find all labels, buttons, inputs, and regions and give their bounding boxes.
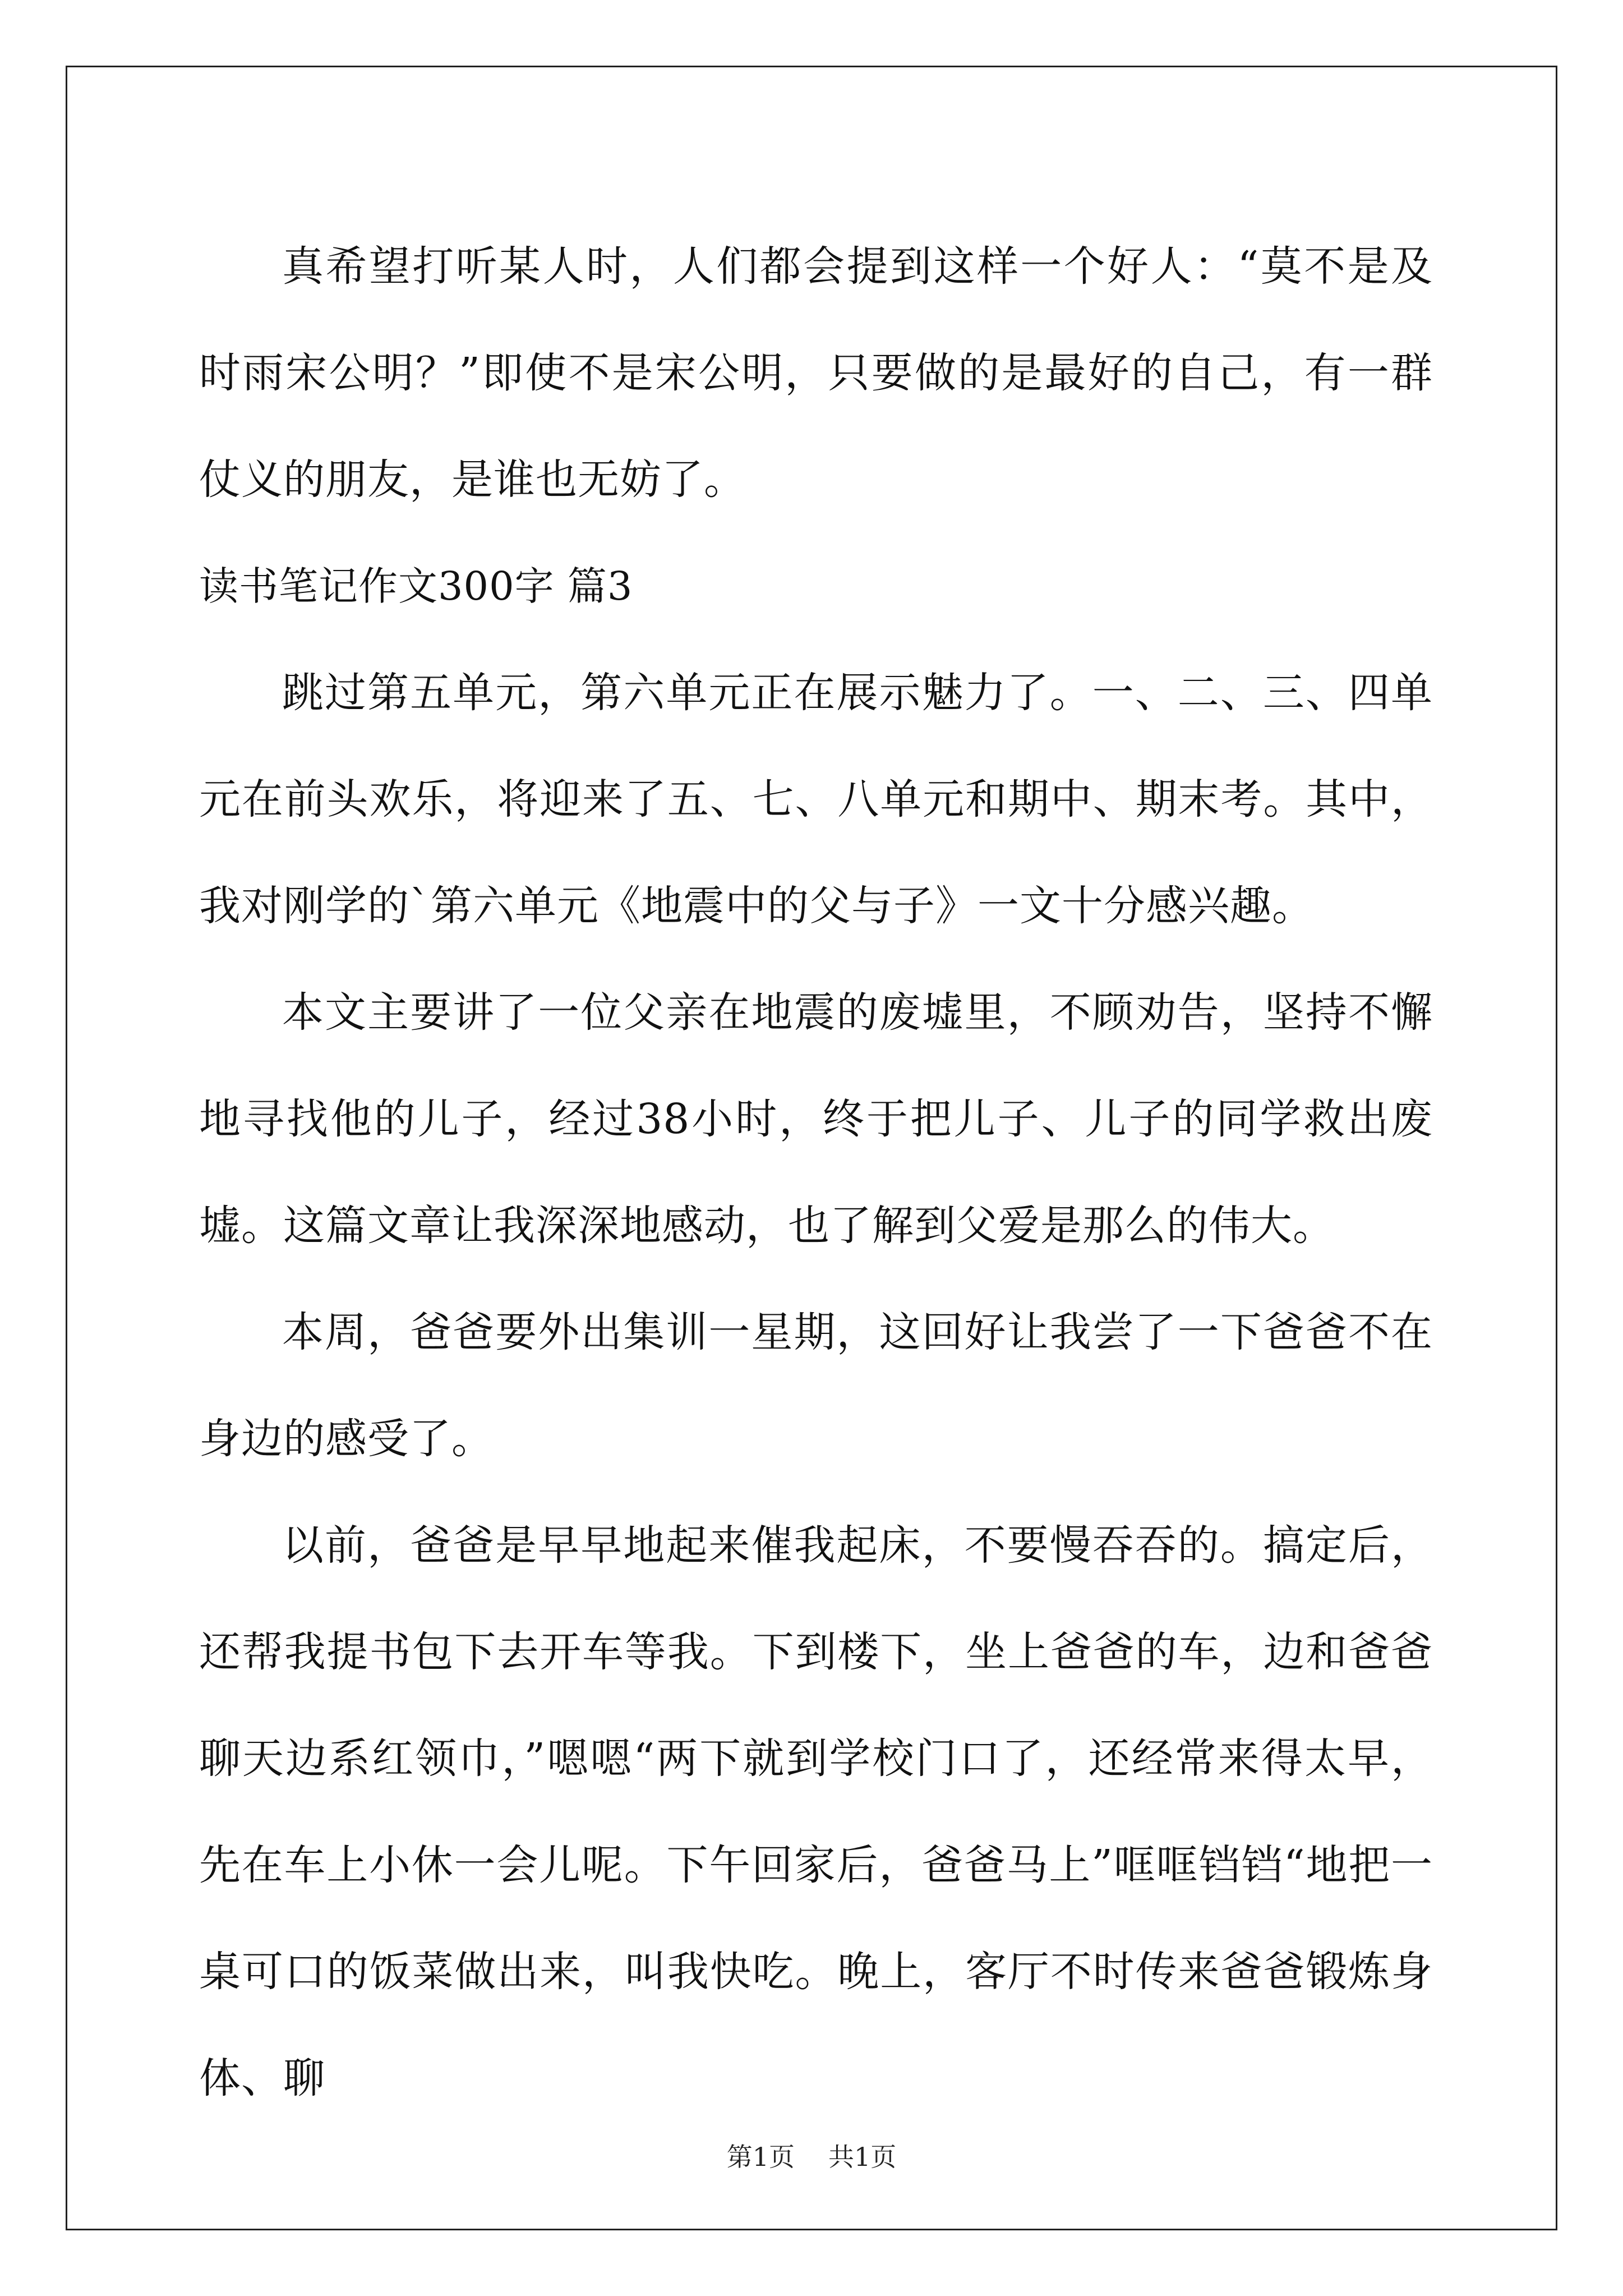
paragraph: 跳过第五单元，第六单元正在展示魅力了。一、二、三、四单元在前头欢乐，将迎来了五、七、八单元和期中、期末考。其中，我对刚学的`第六单元《地震中的父与子》一文十分感兴趣。 bbox=[199, 669, 1433, 930]
document-body bbox=[199, 213, 1433, 2132]
section-heading: 读书笔记作文300字 篇3 bbox=[199, 563, 633, 609]
page-number: 第1页 bbox=[726, 2142, 795, 2172]
paragraph: 以前，爸爸是早早地起来催我起床，不要慢吞吞的。搞定后，还帮我提书包下去开车等我。下到楼下，坐上爸爸的车，边和爸爸聊天边系红领巾，”嗯嗯“两下就到学校门口了，还经常来得太早，先在车上小休一会儿呢。下午回家后，爸爸马上”哐哐铛铛“地把一桌可口的饭菜做出来，叫我快吃。晚上，客厅不时传来爸爸锻炼身体、聊 bbox=[199, 1521, 1433, 2102]
paragraph: 真希望打听某人时，人们都会提到这样一个好人：“莫不是及时雨宋公明？”即使不是宋公明，只要做的是最好的自己，有一群仗义的朋友，是谁也无妨了。 bbox=[199, 242, 1433, 504]
page-total: 共1页 bbox=[828, 2142, 897, 2172]
paragraph: 本文主要讲了一位父亲在地震的废墟里，不顾劝告，坚持不懈地寻找他的儿子，经过38小时，终于把儿子、儿子的同学救出废墟。这篇文章让我深深地感动，也了解到父爱是那么的伟大。 bbox=[199, 988, 1433, 1250]
paragraph: 本周，爸爸要外出集训一星期，这回好让我尝了一下爸爸不在身边的感受了。 bbox=[199, 1308, 1433, 1463]
page-footer bbox=[0, 2140, 1623, 2174]
